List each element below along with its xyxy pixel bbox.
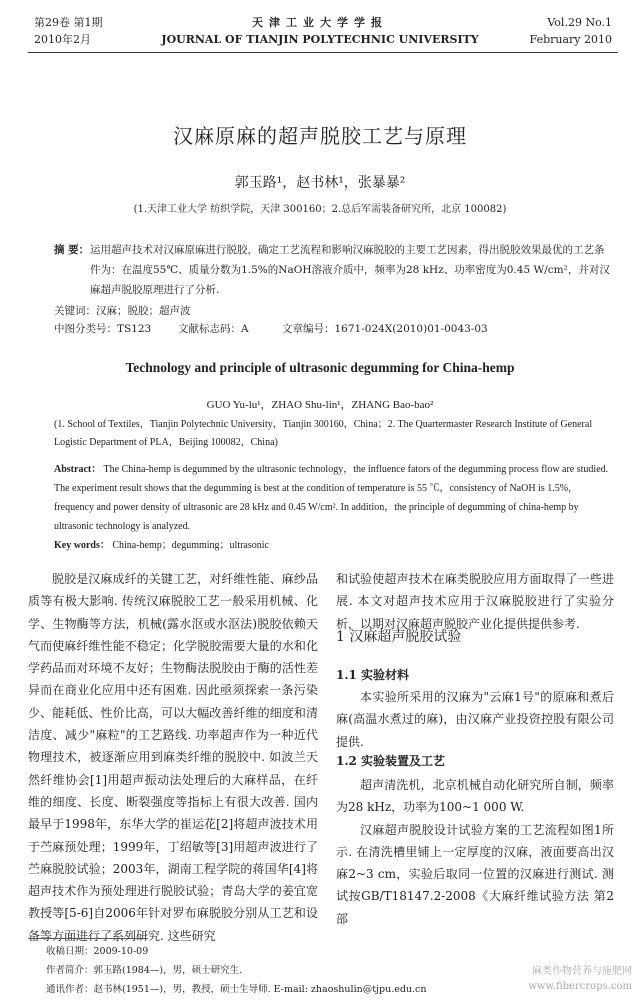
journal-volume-cn [34, 14, 103, 48]
affiliations-cn: (1.天津工业大学 纺织学院，天津 300160；2.总后军需装备研究所，北京 100082) [133, 204, 507, 215]
journal-name-en: JOURNAL OF TIANJIN POLYTECHNIC UNIVERSITY [161, 33, 479, 46]
section-1-1-body [336, 686, 614, 753]
corresponding-author: 通讯作者：赵书林(1951—)，男，教授，硕士生导师. E-mail: zhaoshulin@tjpu.edu.cn [46, 984, 427, 995]
intro-continuation: 和试验使超声技术在麻类脱胶应用方面取得了一些进展. 本文对超声技术应用于汉麻脱胶进行了实验分析，以期对汉麻超声脱胶产业化提供提供参考. [336, 572, 614, 631]
abstract-en [54, 460, 614, 536]
abstract-cn [54, 240, 610, 300]
watermark-url: www.fibercrops.com [528, 981, 632, 992]
paper-title-cn: 汉麻原麻的超声脱胶工艺与原理 [173, 124, 467, 148]
materials-paragraph: 本实验所采用的汉麻为"云麻1号"的原麻和煮后麻(高温水煮过的麻)，由汉麻产业投资控股有限公司提供. [336, 690, 614, 749]
abstract-en-text: The China-hemp is degummed by the ultrasonic technology，the influence fators of the degumming process flow are studied. The experiment result shows that the degumming is best at the condition of temperature is 55 ℃，consistency of NaOH is 1.5%，frequency and power density of ultrasonic are 28 kHz and 0.45 W/cm². In addition，the principle of degumming of china-hemp by ultrasonic technology is analyzed. [54, 464, 609, 532]
abstract-cn-text: 运用超声技术对汉麻原麻进行脱胶，确定工艺流程和影响汉麻脱胶的主要工艺因素，得出脱胶效果最优的工艺条件为：在温度55℃、质量分数为1.5%的NaOH溶液介质中，频率为28 kHz、功率密度为0.45 W/cm²，并对汉麻超声脱胶原理进行了分析. [90, 244, 610, 296]
abstract-cn-label: 摘 要： [54, 244, 90, 256]
journal-name-cn: 天津工业大学学报 [252, 16, 388, 29]
article-number: 文章编号：1671-024X(2010)01-0043-03 [282, 323, 488, 335]
site-watermark [528, 964, 632, 994]
author-bio: 作者简介：郭玉路(1984—)，男，硕士研究生. [46, 965, 243, 976]
journal-volume-en [530, 14, 612, 48]
section-heading-1-2: 1.2 实验装置及工艺 [336, 754, 446, 768]
authors-cn: 郭玉路¹，赵书林¹，张暴暴² [234, 175, 406, 191]
keywords-cn: 关键词：汉麻；脱胶；超声波 [54, 305, 191, 317]
body-left-column [28, 568, 318, 947]
process-paragraph: 汉麻超声脱胶设计试验方案的工艺流程如图1所示. 在清洗槽里铺上一定厚度的汉麻，液面要高出汉麻2~3 cm，实验后取同一位置的汉麻进行测试. 测试按GB/T18147.2-2008《大麻纤维试验方法 第2部 [336, 822, 614, 926]
section-1-2-body [336, 774, 614, 930]
received-date: 收稿日期：2009-10-09 [46, 946, 149, 957]
body-right-column [336, 568, 614, 635]
equipment-paragraph: 超声清洗机，北京机械自动化研究所自制，频率为28 kHz，功率为100~1 000 W. [336, 778, 614, 815]
intro-paragraph: 脱胶是汉麻成纤的关键工艺，对纤维性能、麻纱品质等有极大影响. 传统汉麻脱胶工艺一般采用机械、化学、生物酶等方法，机械(露水沤或水沤法)脱胶依赖天气而使麻纤维性能不稳定；化学脱胶需要大量的水和化学药品而对环境不友好；生物酶法脱胶由于酶的活性差异而在商业化应用中还有困难. 因此亟须探索一条污染少、能耗低、性价比高，可以大幅改善纤维的细度和清洁度、减少"麻粒"的工艺路线. 功率超声作为一种近代物理技术，被逐渐应用到麻类纤维的脱胶中. 如波兰天然纤维协会[1]用超声振动法处理后的大麻样品，在纤维的细度、长度、断裂强度等指标上有很大改善. 国内最早于1998年，东华大学的崔运花[2]将超声波技术用于苎麻预处理；1999年，丁绍敏等[3]用超声波进行了苎麻脱胶试验；2003年，湖南工程学院的蒋国华[4]将超声技术作为预处理进行脱胶试验；青岛大学的姜宜宽教授等[5-6]自2006年针对罗布麻脱胶分别从工艺和设备等方面进行了系列研究. 这些研究 [28, 572, 318, 943]
abstract-en-label: Abstract： [54, 464, 102, 475]
volume-issue-en: Vol.29 No.1 [547, 16, 612, 29]
section-heading-1-1: 1.1 实验材料 [336, 668, 410, 682]
document-code: 文献标志码：A [178, 323, 249, 335]
header-divider [28, 52, 618, 53]
journal-name [160, 14, 480, 48]
watermark-site-name: 麻类作物营养与施肥网 [532, 966, 632, 977]
keywords-en-text: China-hemp；degumming；ultrasonic [112, 540, 269, 551]
footnotes [46, 942, 427, 999]
keywords-en [54, 536, 269, 551]
date-cn: 2010年2月 [34, 33, 91, 46]
paper-title-en: Technology and principle of ultrasonic degumming for China-hemp [125, 360, 515, 375]
footnote-divider [28, 938, 148, 939]
date-en: February 2010 [529, 33, 612, 46]
volume-issue-cn: 第29卷 第1期 [34, 16, 103, 29]
affiliations-en: (1. School of Textiles，Tianjin Polytechnic University，Tianjin 300160，China；2. The Quartermaster Research Institute of General Logistic Department of PLA，Beijing 100082，China) [54, 419, 593, 448]
section-heading-1: 1 汉麻超声脱胶试验 [336, 629, 462, 645]
clc-number: 中图分类号：TS123 [54, 323, 152, 335]
keywords-en-label: Key words： [54, 540, 110, 551]
authors-en: GUO Yu-lu¹，ZHAO Shu-lin¹，ZHANG Bao-bao² [206, 399, 434, 411]
